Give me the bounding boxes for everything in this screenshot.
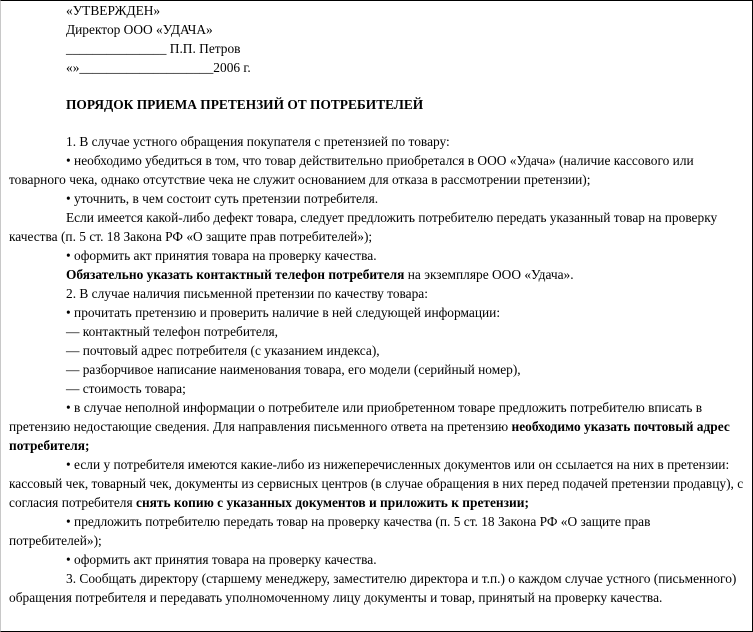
documents-text: • если у потребителя имеются какие-либо из нижеперечисленных документов или он ссылается на них в претензии: кассовый чек, товарный чек, документы из сервисных центров (в случае обращения в них перед подачей претензии продавцу), с согласия потребителя (9, 457, 744, 510)
bullet-read-claim: • прочитать претензию и проверить наличие в ней следующей информации: (66, 305, 501, 320)
emphasis-postal-address: необходимо указать почтовый адрес потребителя; (9, 419, 730, 453)
approval-director-line: Директор ООО «УДАЧА» (66, 22, 213, 37)
list-item-price: — стоимость товара; (66, 381, 186, 396)
document-title: ПОРЯДОК ПРИЕМА ПРЕТЕНЗИЙ ОТ ПОТРЕБИТЕЛЕЙ (66, 97, 424, 112)
section-3-paragraph: 3. Сообщать директору (старшему менеджеру, заместителю директора и т.п.) о каждом случае устного (письменного) обращения потребителя и передавать уполномоченному лицу документы и товар, принятый на проверку качества. (9, 571, 737, 605)
approval-signature-line: _______________ П.П. Петров (66, 41, 241, 56)
bullet-clarify-claim: • уточнить, в чем состоит суть претензии потребителя. (66, 191, 379, 206)
bullet-quality-check: • предложить потребителю передать товар на проверку качества (п. 5 ст. 18 Закона РФ «О защите прав потребителей»); (9, 514, 651, 548)
paragraph-defect: Если имеется какой-либо дефект товара, следует предложить потребителю передать указанный товар на проверку качества (п. 5 ст. 18 Закона РФ «О защите прав потребителей»); (9, 210, 718, 244)
spacer (9, 114, 745, 132)
document-body (9, 1, 745, 607)
spacer (9, 77, 745, 95)
incomplete-info-text: • в случае неполной информации о потребителе или приобретенном товаре предложить потребителю вписать в претензию недостающие сведения. Для направления письменного ответа на претензию (9, 400, 703, 434)
bullet-acceptance-act-2: • оформить акт принятия товара на проверку качества. (66, 552, 377, 567)
list-item-product-name: — разборчивое написание наименования товара, его модели (серийный номер), (66, 362, 521, 377)
paragraph-contact-phone (9, 265, 745, 284)
bullet-acceptance-act: • оформить акт принятия товара на проверку качества. (66, 248, 377, 263)
approval-date-line: «»____________________2006 г. (66, 60, 251, 75)
bullet-incomplete-info (9, 398, 745, 455)
emphasis-contact-phone: Обязательно указать контактный телефон потребителя (66, 267, 405, 282)
list-item-phone: — контактный телефон потребителя, (66, 324, 279, 339)
list-item-address: — почтовый адрес потребителя (с указанием индекса), (66, 343, 380, 358)
approval-stamp-line: «УТВЕРЖДЕН» (66, 3, 161, 18)
contact-phone-rest: на экземпляре ООО «Удача». (404, 267, 574, 282)
section-2-heading: 2. В случае наличия письменной претензии по качеству товара: (66, 286, 428, 301)
emphasis-copy-documents: снять копию с указанных документов и приложить к претензии; (136, 495, 529, 510)
bullet-documents (9, 455, 745, 512)
bullet-check-purchase: • необходимо убедиться в том, что товар действительно приобретался в ООО «Удача» (наличие кассового или товарного чека, однако отсутствие чека не служит основанием для отказа в рассмотрении претензии); (9, 153, 694, 187)
section-1-heading: 1. В случае устного обращения покупателя с претензией по товару: (66, 134, 450, 149)
